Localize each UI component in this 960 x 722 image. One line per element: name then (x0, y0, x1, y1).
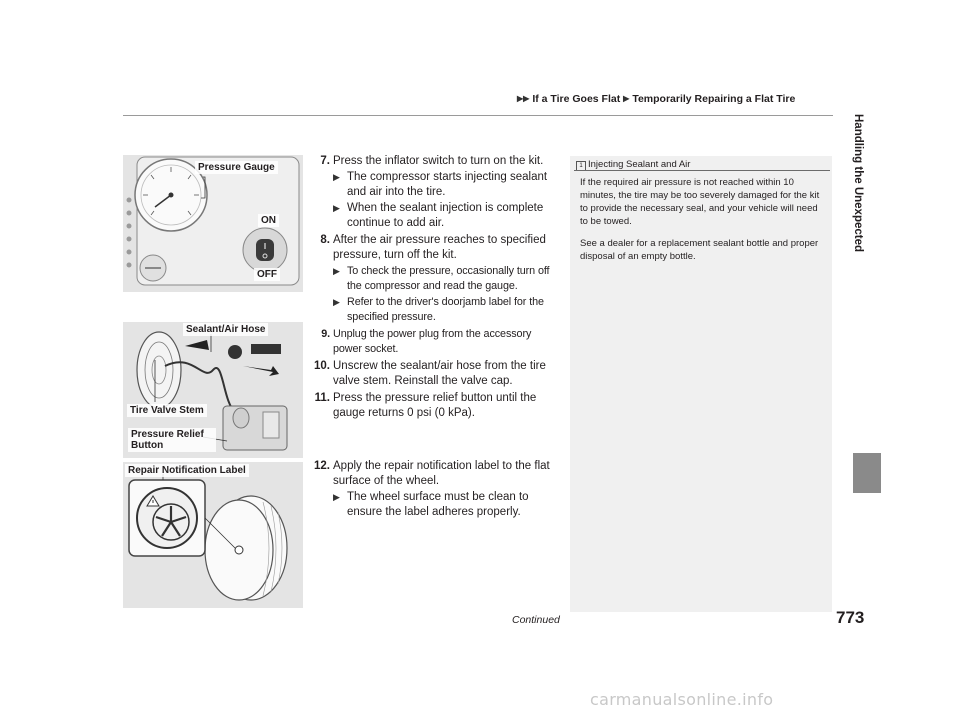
section-tab-marker (853, 453, 881, 493)
triangle-arrow-icon: ▶ (333, 266, 340, 276)
steps-list-continued (306, 459, 562, 522)
step-number: 11. (314, 392, 330, 404)
side-tab-label: Handling the Unexpected (852, 114, 864, 253)
step-number: 8. (320, 234, 330, 246)
breadcrumb (517, 93, 795, 105)
step-text: Apply the repair notification label to the flat surface of the wheel. (333, 460, 550, 487)
step-sub (333, 201, 562, 231)
step-sub (333, 264, 562, 294)
note-box (570, 156, 832, 612)
callout-on: ON (258, 214, 279, 227)
triangle-arrow-icon: ▶ (333, 297, 340, 307)
wheel-label-illustration (123, 462, 303, 608)
note-paragraph: If the required air pressure is not reached within 10 minutes, the tire may be too severely damaged for the kit to provide the necessary seal, and your vehicle will need to be towed. (580, 177, 820, 227)
step-10 (306, 359, 562, 389)
callout-off: OFF (254, 268, 280, 281)
step-sub-text: The compressor starts injecting sealant and air into the tire. (347, 171, 548, 198)
step-11 (306, 391, 562, 421)
note-body (580, 176, 828, 272)
step-sub (333, 170, 562, 200)
step-number: 10. (314, 360, 330, 372)
note-icon: 1 (576, 161, 586, 171)
triangle-arrow-icon: ▶ (333, 492, 340, 502)
step-12 (306, 459, 562, 520)
figure-repair-notification-label (123, 462, 303, 608)
callout-pressure-relief-button: Pressure Relief Button (128, 428, 216, 452)
step-text: After the air pressure reaches to specified pressure, turn off the kit. (333, 234, 546, 261)
step-8 (306, 233, 562, 325)
figure-sealant-hose-kit (123, 322, 303, 458)
callout-sealant-air-hose: Sealant/Air Hose (183, 323, 268, 336)
header-rule (123, 115, 833, 116)
breadcrumb-arrow-icon: ▶ (623, 94, 630, 103)
callout-tire-valve-stem: Tire Valve Stem (127, 404, 207, 417)
page-number: 773 (836, 608, 865, 627)
step-7 (306, 154, 562, 231)
figure-pressure-gauge-panel (123, 155, 303, 292)
side-tab (843, 104, 873, 454)
continued-label: Continued (512, 614, 560, 626)
step-number: 9. (321, 328, 330, 340)
triangle-arrow-icon: ▶ (333, 172, 340, 182)
watermark: carmanualsonline.info (590, 690, 774, 709)
note-title-text: Injecting Sealant and Air (588, 159, 691, 170)
step-number: 12. (314, 460, 330, 472)
breadcrumb-arrow-icon: ▶▶ (517, 94, 530, 103)
step-sub-text: When the sealant injection is complete continue to add air. (347, 202, 544, 229)
step-text: Unplug the power plug from the accessory power socket. (333, 328, 532, 355)
callout-pressure-gauge: Pressure Gauge (195, 161, 278, 174)
note-rule (574, 170, 830, 171)
step-sub-text: The wheel surface must be clean to ensure the label adheres properly. (347, 491, 529, 518)
steps-list (306, 154, 562, 423)
step-text: Unscrew the sealant/air hose from the tire valve stem. Reinstall the valve cap. (333, 360, 546, 387)
step-sub (333, 295, 562, 325)
note-paragraph: See a dealer for a replacement sealant bottle and proper disposal of an empty bottle. (580, 238, 819, 262)
step-text: Press the inflator switch to turn on the kit. (333, 155, 544, 167)
step-sub (333, 490, 562, 520)
step-text: Press the pressure relief button until the gauge returns 0 psi (0 kPa). (333, 392, 537, 419)
callout-repair-notification-label: Repair Notification Label (125, 464, 249, 477)
step-sub-text: Refer to the driver's doorjamb label for the specified pressure. (347, 296, 544, 323)
triangle-arrow-icon: ▶ (333, 203, 340, 213)
step-sub-text: To check the pressure, occasionally turn off the compressor and read the gauge. (347, 265, 550, 292)
breadcrumb-level2[interactable]: Temporarily Repairing a Flat Tire (632, 93, 796, 105)
step-9 (306, 327, 562, 357)
step-number: 7. (320, 155, 330, 167)
breadcrumb-level1[interactable]: If a Tire Goes Flat (532, 93, 621, 105)
